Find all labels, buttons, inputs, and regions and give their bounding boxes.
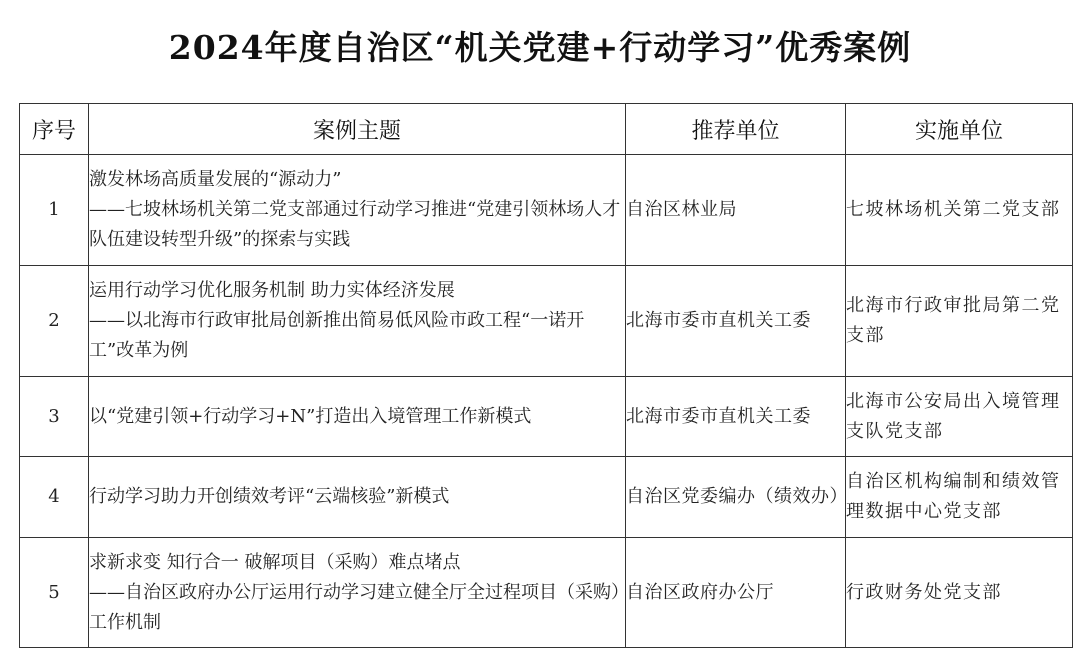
topic-main: 激发林场高质量发展的“源动力” — [89, 169, 342, 190]
row-implementer: 北海市公安局出入境管理支队党支部 — [846, 377, 1073, 457]
topic-sub: ——七坡林场机关第二党支部通过行动学习推进“党建引领林场人才队伍建设转型升级”的探索与实践 — [89, 199, 621, 250]
topic-sub: ——以北海市行政审批局创新推出简易低风险市政工程“一诺开工”改革为例 — [89, 310, 585, 361]
header-implementer: 实施单位 — [846, 104, 1073, 155]
row-topic — [89, 266, 626, 377]
table-row — [20, 377, 1073, 457]
page-title: 2024年度自治区“机关党建+行动学习”优秀案例 — [168, 28, 912, 67]
row-num: 2 — [20, 266, 89, 377]
row-num: 1 — [20, 155, 89, 266]
row-implementer: 自治区机构编制和绩效管理数据中心党支部 — [846, 457, 1073, 538]
row-num: 3 — [20, 377, 89, 457]
table-row — [20, 266, 1073, 377]
row-implementer: 行政财务处党支部 — [846, 538, 1073, 648]
cases-table — [19, 103, 1073, 648]
row-topic — [89, 155, 626, 266]
table-row — [20, 457, 1073, 538]
row-num: 5 — [20, 538, 89, 648]
row-implementer: 七坡林场机关第二党支部 — [846, 155, 1073, 266]
row-topic — [89, 538, 626, 648]
table-row — [20, 155, 1073, 266]
topic-main: 以“党建引领+行动学习+N”打造出入境管理工作新模式 — [89, 405, 532, 427]
row-num: 4 — [20, 457, 89, 538]
topic-main: 行动学习助力开创绩效考评“云端核验”新模式 — [89, 486, 450, 507]
row-implementer: 北海市行政审批局第二党支部 — [846, 266, 1073, 377]
header-num: 序号 — [20, 104, 89, 155]
topic-main: 求新求变 知行合一 破解项目（采购）难点堵点 — [89, 551, 461, 573]
row-topic — [89, 457, 626, 538]
row-recommender: 自治区党委编办（绩效办） — [626, 457, 846, 538]
topic-sub: ——自治区政府办公厅运用行动学习建立健全厅全过程项目（采购）工作机制 — [89, 581, 620, 633]
row-recommender: 北海市委市直机关工委 — [626, 266, 846, 377]
header-topic: 案例主题 — [89, 104, 626, 155]
row-recommender: 自治区林业局 — [626, 155, 846, 266]
table-row — [20, 538, 1073, 648]
row-recommender: 北海市委市直机关工委 — [626, 377, 846, 457]
row-topic — [89, 377, 626, 457]
row-recommender: 自治区政府办公厅 — [626, 538, 846, 648]
header-recommender: 推荐单位 — [626, 104, 846, 155]
topic-main: 运用行动学习优化服务机制 助力实体经济发展 — [89, 280, 455, 301]
table-header-row — [20, 104, 1073, 155]
